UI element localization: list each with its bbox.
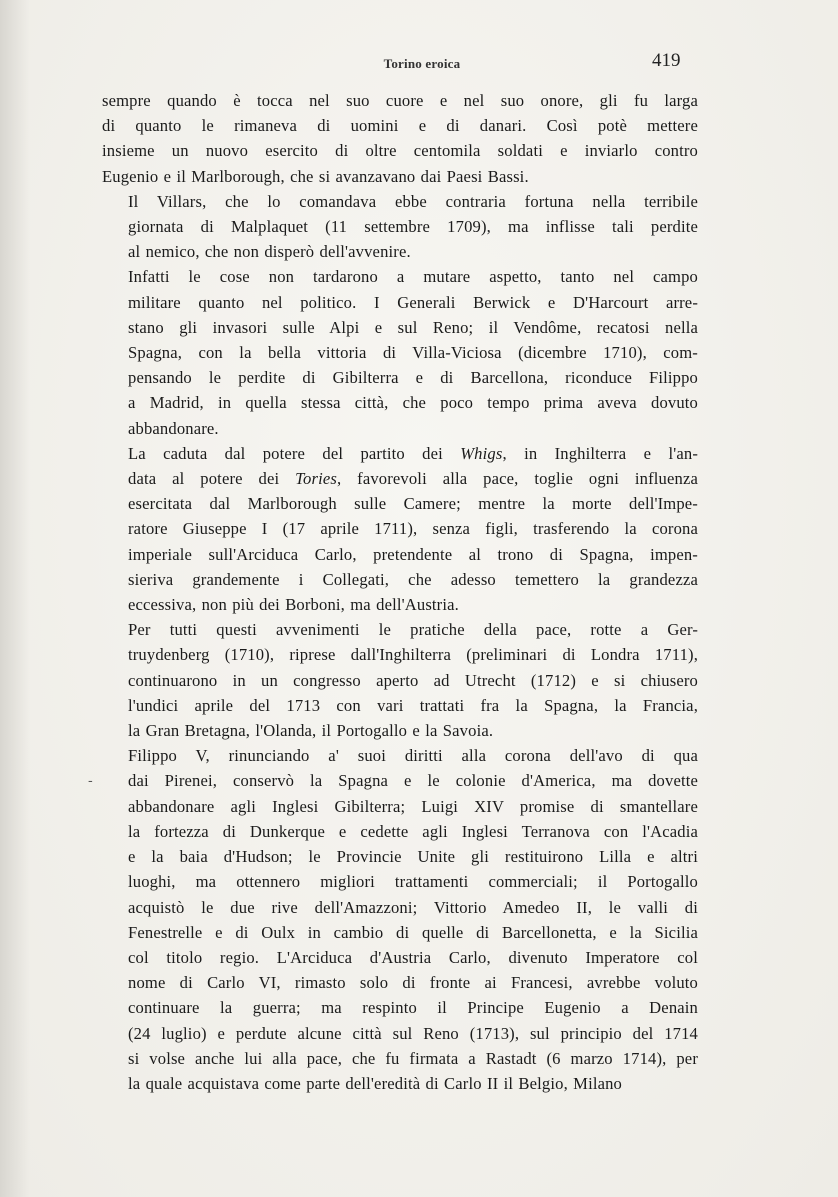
text-line: al nemico, che non disperò dell'avvenire.: [128, 242, 411, 262]
page-gutter-shadow: [0, 0, 30, 1197]
text-line: ratore Giuseppe I (17 aprile 1711), senza figli, trasferendo la corona: [128, 519, 698, 539]
text-line: (24 luglio) e perdute alcune città sul Reno (1713), sul principio del 1714: [128, 1023, 698, 1043]
text-line: nome di Carlo VI, rimasto solo di fronte ai Francesi, avrebbe voluto: [128, 973, 698, 993]
text-line: abbandonare.: [128, 418, 219, 438]
text-line: Spagna, con la bella vittoria di Villa-Viciosa (dicembre 1710), com-: [128, 343, 698, 363]
text-line: giornata di Malplaquet (11 settembre 1709), ma inflisse tali perdite: [128, 217, 698, 237]
paragraph: [102, 743, 698, 1096]
text-line: Filippo V, rinunciando a' suoi diritti alla corona dell'avo di qua: [128, 746, 698, 766]
text-line: Infatti le cose non tardarono a mutare aspetto, tanto nel campo: [128, 267, 698, 287]
text-line: col titolo regio. L'Arciduca d'Austria Carlo, divenuto Imperatore col: [128, 947, 698, 967]
text-line: di quanto le rimaneva di uomini e di danari. Così potè mettere: [102, 116, 698, 136]
text-line: stano gli invasori sulle Alpi e sul Reno; il Vendôme, recatosi nella: [128, 317, 698, 337]
page-number: 419: [652, 50, 681, 71]
text-line: eccessiva, non più dei Borboni, ma dell'Austria.: [128, 595, 459, 615]
running-header: [0, 50, 838, 76]
text-line: truydenberg (1710), riprese dall'Inghilterra (preliminari di Londra 1711),: [128, 645, 698, 665]
text-line: l'undici aprile del 1713 con vari trattati fra la Spagna, la Francia,: [128, 695, 698, 715]
text-line: data al potere dei Tories, favorevoli alla pace, toglie ogni influenza: [128, 469, 698, 489]
text-line: La caduta dal potere del partito dei Whigs, in Inghilterra e l'an-: [128, 443, 698, 463]
paragraph: [102, 189, 698, 265]
text-line: luoghi, ma ottennero migliori trattamenti commerciali; il Portogallo: [128, 872, 698, 892]
text-line: acquistò le due rive dell'Amazzoni; Vittorio Amedeo II, le valli di: [128, 897, 698, 917]
text-line: abbandonare agli Inglesi Gibilterra; Luigi XIV promise di smantellare: [128, 796, 698, 816]
text-line: dai Pirenei, conservò la Spagna e le colonie d'America, ma dovette: [128, 771, 698, 791]
text-line: imperiale sull'Arciduca Carlo, pretendente al trono di Spagna, impen-: [128, 544, 698, 564]
text-line: esercitata dal Marlborough sulle Camere; mentre la morte dell'Impe-: [128, 494, 698, 514]
text-line: la fortezza di Dunkerque e cedette agli Inglesi Terranova con l'Acadia: [128, 821, 698, 841]
text-line: Fenestrelle e di Oulx in cambio di quelle di Barcellonetta, e la Sicilia: [128, 922, 698, 942]
text-line: e la baia d'Hudson; le Provincie Unite gli restituirono Lilla e altri: [128, 847, 698, 867]
text-line: sempre quando è tocca nel suo cuore e nel suo onore, gli fu larga: [102, 91, 698, 110]
text-line: a Madrid, in quella stessa città, che poco tempo prima aveva dovuto: [128, 393, 698, 413]
text-line: Il Villars, che lo comandava ebbe contraria fortuna nella terribile: [128, 191, 698, 211]
paragraph: [102, 441, 698, 617]
margin-mark: -: [88, 773, 93, 789]
text-line: pensando le perdite di Gibilterra e di Barcellona, riconduce Filippo: [128, 368, 698, 388]
text-line: sieriva grandemente i Collegati, che adesso temettero la grandezza: [128, 569, 698, 589]
text-line: continuare la guerra; ma respinto il Principe Eugenio a Denain: [128, 998, 698, 1018]
text-line: militare quanto nel politico. I Generali Berwick e D'Harcourt arre-: [128, 292, 698, 312]
paragraph: [102, 617, 698, 743]
text-line: Eugenio e il Marlborough, che si avanzavano dai Paesi Bassi.: [102, 166, 529, 186]
paragraph: [102, 264, 698, 440]
text-line: insieme un nuovo esercito di oltre centomila soldati e inviarlo contro: [102, 141, 698, 161]
text-line: continuarono in un congresso aperto ad Utrecht (1712) e si chiusero: [128, 670, 698, 690]
running-title: Torino eroica: [383, 56, 461, 71]
text-line: Per tutti questi avvenimenti le pratiche della pace, rotte a Ger-: [128, 620, 698, 640]
text-line: si volse anche lui alla pace, che fu firmata a Rastadt (6 marzo 1714), per: [128, 1048, 698, 1068]
body-text: [102, 88, 698, 1096]
text-line: la Gran Bretagna, l'Olanda, il Portogallo e la Savoia.: [128, 721, 494, 741]
paragraph: [102, 88, 698, 189]
text-line: la quale acquistava come parte dell'eredità di Carlo II il Belgio, Milano: [128, 1073, 623, 1093]
